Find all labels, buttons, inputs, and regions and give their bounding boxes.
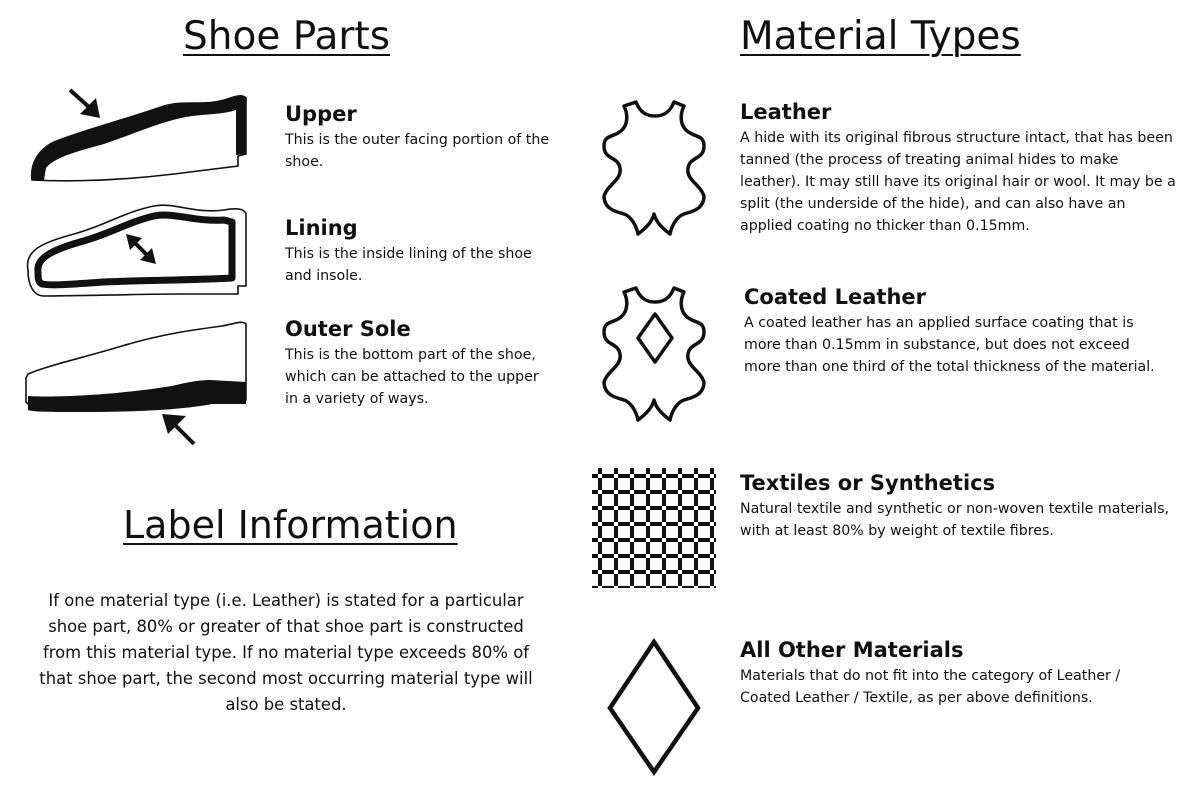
diamond-icon	[604, 638, 704, 778]
leather-hide-icon	[600, 98, 710, 238]
shoe-part-outer-sole-description: This is the bottom part of the shoe, which can be attached to the upper in a variety of ways.	[285, 347, 539, 407]
textile-weave-icon	[592, 468, 716, 588]
shoe-part-lining-description: This is the inside lining of the shoe and insole.	[285, 246, 532, 284]
material-leather-description: A hide with its original fibrous structure intact, that has been tanned (the process of treating animal hides to make leather). It may still have its original hair or wool. It may be a split (the underside of the hide), and can also have an applied coating no thicker than 0.15mm.	[740, 130, 1176, 234]
coated-leather-icon	[600, 284, 710, 424]
shoe-part-lining-title: Lining	[285, 216, 358, 240]
material-textiles-description: Natural textile and synthetic or non-woven textile materials, with at least 80% by weight of textile fibres.	[740, 501, 1169, 539]
shoe-part-upper-title: Upper	[285, 102, 357, 126]
shoe-part-outer-sole-title: Outer Sole	[285, 317, 411, 341]
label-information-body: If one material type (i.e. Leather) is stated for a particular shoe part, 80% or greater of that shoe part is constructed from this material type. If no material type exceeds 80% of that shoe part, the second most occurring material type will also be stated.	[39, 591, 533, 714]
shoe-outer-sole-icon	[22, 318, 252, 448]
material-coated-leather-description: A coated leather has an applied surface coating that is more than 0.15mm in substance, but does not exceed more than one third of the total thickness of the material.	[744, 315, 1155, 375]
material-types-title: Material Types	[740, 14, 1021, 59]
shoe-upper-icon	[24, 84, 264, 189]
material-other-title: All Other Materials	[740, 638, 964, 662]
material-textiles-title: Textiles or Synthetics	[740, 471, 996, 495]
material-leather-title: Leather	[740, 100, 832, 124]
shoe-parts-title: Shoe Parts	[183, 14, 391, 59]
material-other-description: Materials that do not fit into the category of Leather / Coated Leather / Textile, as per above definitions.	[740, 668, 1121, 706]
label-information-title: Label Information	[123, 503, 458, 547]
material-coated-leather-title: Coated Leather	[744, 285, 927, 309]
shoe-part-upper-description: This is the outer facing portion of the shoe.	[285, 132, 550, 170]
shoe-lining-icon	[24, 200, 254, 300]
